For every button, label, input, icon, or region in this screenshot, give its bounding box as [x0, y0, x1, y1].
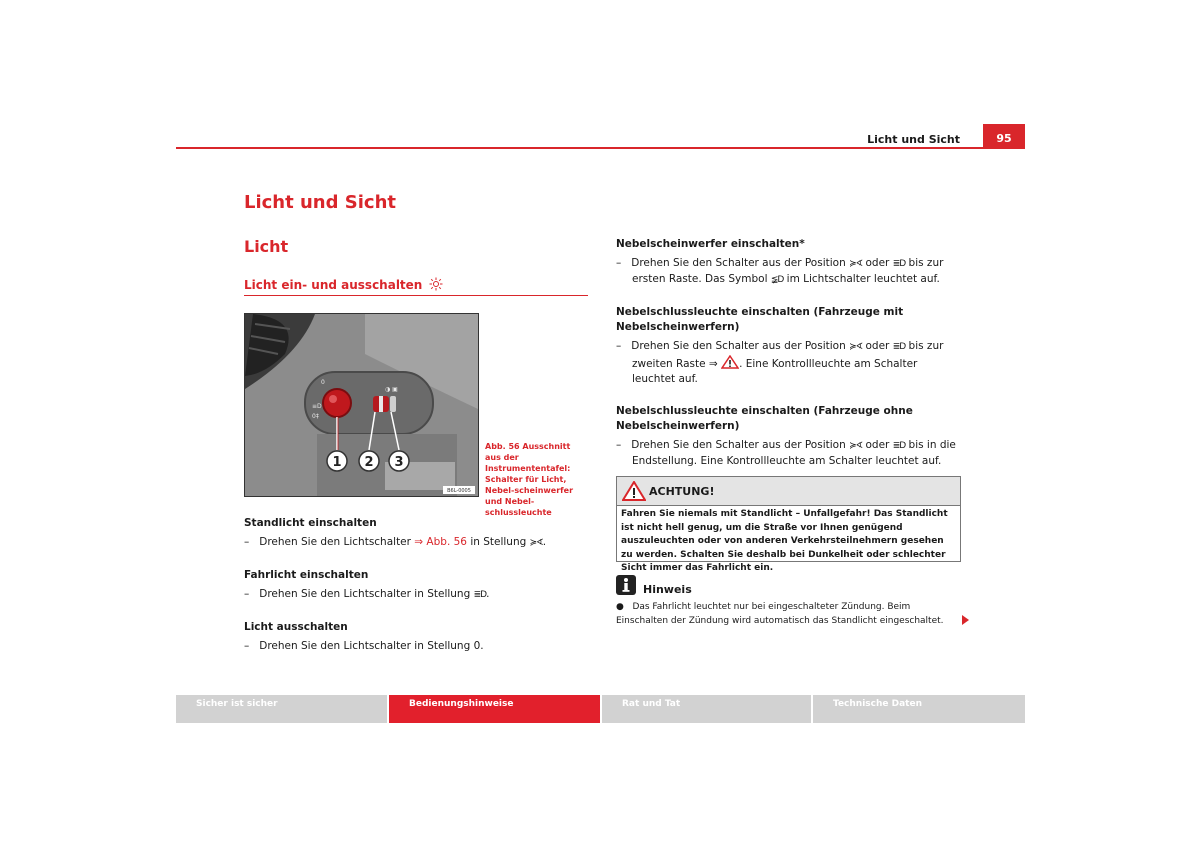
note-title: Hinweis: [643, 583, 692, 596]
footer-tab-sicher[interactable]: Sicher ist sicher: [176, 695, 387, 723]
footer-tab-rat[interactable]: Rat und Tat: [602, 695, 811, 723]
svg-text:0: 0: [321, 379, 325, 386]
figure-code: B6L-0005: [447, 488, 471, 494]
warning-triangle-icon: [622, 481, 646, 501]
svg-text:◑ ▣: ◑ ▣: [385, 386, 398, 393]
footer-tab-technik[interactable]: Technische Daten: [813, 695, 1025, 723]
right-column: [616, 237, 961, 469]
standlicht-step: – Drehen Sie den Lichtschalter ⇒ Abb. 56 in Stellung ≽∢.: [244, 536, 547, 548]
licht-aus-title: Licht ausschalten: [244, 621, 348, 633]
parking-light-icon: ≽∢: [849, 259, 863, 269]
callout-2: 2: [364, 455, 374, 470]
standlicht-title: Standlicht einschalten: [244, 517, 377, 529]
footer-tab-bedienung[interactable]: Bedienungshinweise: [389, 695, 600, 723]
parking-light-icon: ≽∢: [849, 441, 863, 451]
dashboard-illustration: [245, 314, 478, 496]
low-beam-icon: ≣D: [473, 590, 487, 600]
section-title: Licht: [244, 237, 289, 256]
warning-triangle-icon: [721, 355, 739, 369]
chapter-title: Licht und Sicht: [244, 192, 396, 213]
left-column: [244, 516, 589, 654]
figure-caption: Abb. 56 Ausschnitt aus der Instrumententafel: Schalter für Licht, Nebel-scheinwerfer und Nebel-schlussleuchte: [485, 442, 574, 517]
nebelscheinwerfer-title: Nebelscheinwerfer einschalten*: [616, 238, 805, 250]
nebelscheinwerfer-step: – Drehen Sie den Schalter aus der Position ≽∢ oder ≣D bis zur ersten Raste. Das Symbol ≨D im Lichtschalter leuchtet auf.: [616, 257, 944, 285]
running-header-title: Licht und Sicht: [867, 133, 960, 146]
header-rule: [176, 147, 1025, 149]
bullet-icon: ●: [616, 602, 633, 612]
fahrlicht-step: – Drehen Sie den Lichtschalter in Stellung ≣D.: [244, 588, 490, 600]
callout-1: 1: [332, 455, 342, 470]
low-beam-icon: ≣D: [892, 259, 906, 269]
subsection-title-text: Licht ein- und ausschalten: [244, 278, 423, 292]
note-text: ● Das Fahrlicht leuchtet nur bei eingeschalteter Zündung. Beim Einschalten der Zündung wird automatisch das Standlicht eingeschaltet.: [616, 602, 944, 626]
nebelschluss-ohne-step: – Drehen Sie den Schalter aus der Position ≽∢ oder ≣D bis in die Endstellung. Eine Kontrollleuchte am Schalter leuchtet auf.: [616, 439, 956, 467]
callout-3: 3: [394, 455, 404, 470]
subsection-title: [244, 277, 443, 292]
continue-arrow-icon: [962, 615, 969, 625]
licht-aus-step: – Drehen Sie den Lichtschalter in Stellung 0.: [244, 640, 484, 652]
figure-callouts: [327, 451, 409, 471]
warning-header: [617, 477, 960, 506]
warning-title: ACHTUNG!: [649, 485, 715, 498]
warning-box: [616, 476, 961, 573]
parking-light-icon: ≽∢: [529, 538, 543, 548]
nebelschluss-mit-step: – Drehen Sie den Schalter aus der Position ≽∢ oder ≣D bis zur zweiten Raste ⇒ . Eine Kontrollleuchte am Schalter leuchtet auf.: [616, 340, 944, 385]
svg-text:≡D: ≡D: [312, 403, 322, 410]
info-icon: [616, 575, 636, 595]
sun-icon: [429, 277, 443, 291]
svg-text:0‡: 0‡: [312, 413, 319, 420]
warning-text: Fahren Sie niemals mit Standlicht – Unfallgefahr! Das Standlicht ist nicht hell genug, um die Straße vor Ihnen genügend auszuleuchten oder von anderen Verkehrsteilnehmern gesehen zu werden. Schalten Sie deshalb bei Dunkelheit oder schlechter Sicht immer das Fahrlicht ein.: [621, 509, 948, 573]
fahrlicht-title: Fahrlicht einschalten: [244, 569, 369, 581]
light-switch-figure: [244, 313, 479, 497]
figure-link[interactable]: ⇒ Abb. 56: [414, 536, 467, 548]
fog-light-icon: ≨D: [770, 275, 784, 285]
subsection-rule: [244, 295, 588, 296]
low-beam-icon: ≣D: [892, 342, 906, 352]
nebelschluss-ohne-title: Nebelschlussleuchte einschalten (Fahrzeuge ohne Nebelscheinwerfern): [616, 405, 913, 432]
page-number: 95: [983, 124, 1025, 148]
nebelschluss-mit-title: Nebelschlussleuchte einschalten (Fahrzeuge mit Nebelscheinwerfern): [616, 306, 904, 333]
parking-light-icon: ≽∢: [849, 342, 863, 352]
low-beam-icon: ≣D: [892, 441, 906, 451]
